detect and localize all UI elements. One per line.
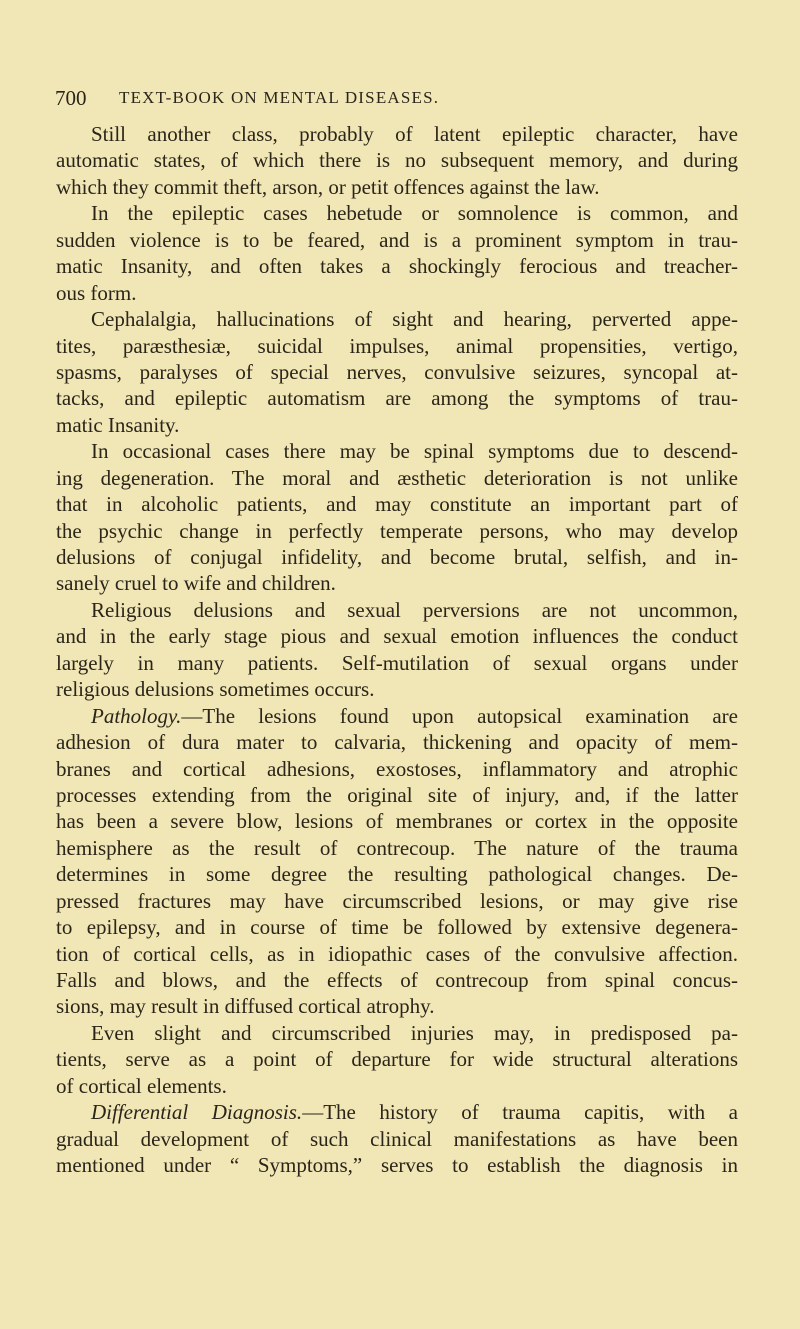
line-text: sanely cruel to wife and children. [56, 571, 336, 596]
text-line [56, 253, 738, 279]
text-line [56, 861, 738, 887]
text-line [56, 544, 738, 570]
text-line [56, 597, 738, 623]
text-line [56, 993, 738, 1019]
paragraph [56, 597, 738, 703]
line-text: branes and cortical adhesions, exostoses, inflammatory and atrophic [56, 756, 738, 781]
line-text: and in the early stage pious and sexual emotion influences the conduct [56, 624, 738, 649]
paragraph [56, 703, 738, 1020]
line-text: —The history of trauma capitis, with a [302, 1100, 738, 1125]
line-text: tients, serve as a point of departure for wide structural alterations [56, 1047, 738, 1072]
text-line [56, 729, 738, 755]
line-text: matic Insanity, and often takes a shockingly ferocious and treacher- [56, 254, 738, 279]
text-line [56, 703, 738, 729]
line-text: In the epileptic cases hebetude or somnolence is common, and [91, 201, 738, 226]
paragraph [56, 200, 738, 306]
text-line [56, 412, 738, 438]
paragraph [56, 1020, 738, 1099]
text-line [56, 835, 738, 861]
line-text: processes extending from the original site of injury, and, if the latter [56, 782, 738, 807]
text-line [56, 1046, 738, 1072]
text-line [56, 491, 738, 517]
line-text: ing degeneration. The moral and æsthetic deterioration is not unlike [56, 465, 738, 490]
running-title: TEXT-BOOK ON MENTAL DISEASES. [119, 88, 440, 107]
text-line [56, 1099, 738, 1125]
line-text: Religious delusions and sexual perversions are not uncommon, [91, 597, 738, 622]
section-heading: Pathology. [91, 703, 182, 728]
line-text: hemisphere as the result of contrecoup. The nature of the trauma [56, 835, 738, 860]
text-line [56, 518, 738, 544]
text-line [56, 1126, 738, 1152]
section-heading: Differential Diagnosis. [91, 1100, 303, 1125]
text-line [56, 174, 738, 200]
text-line [56, 756, 738, 782]
text-line [56, 438, 738, 464]
text-line [56, 200, 738, 226]
line-text: In occasional cases there may be spinal symptoms due to descend- [91, 439, 738, 464]
line-text: Even slight and circumscribed injuries may, in predisposed pa- [91, 1020, 738, 1045]
line-text: that in alcoholic patients, and may constitute an important part of [56, 492, 738, 517]
line-text: which they commit theft, arson, or petit offences against the law. [56, 174, 600, 199]
line-text: of cortical elements. [56, 1073, 227, 1098]
text-line [56, 147, 738, 173]
text-line [56, 306, 738, 332]
text-line [56, 914, 738, 940]
line-text: religious delusions sometimes occurs. [56, 677, 375, 702]
line-text: the psychic change in perfectly temperate persons, who may develop [56, 518, 738, 543]
line-text: pressed fractures may have circumscribed lesions, or may give rise [56, 888, 738, 913]
text-line [56, 1020, 738, 1046]
line-text: tacks, and epileptic automatism are among the symptoms of trau- [56, 386, 738, 411]
text-line [56, 676, 738, 702]
line-text: mentioned under “ Symptoms,” serves to establish the diagnosis in [56, 1153, 738, 1178]
page-number: 700 [55, 86, 87, 110]
text-line [56, 1152, 738, 1178]
line-text: tites, paræsthesiæ, suicidal impulses, animal propensities, vertigo, [56, 333, 738, 358]
line-text: —The lesions found upon autopsical examination are [181, 703, 738, 728]
line-text: largely in many patients. Self-mutilation of sexual organs under [56, 650, 738, 675]
line-text: spasms, paralyses of special nerves, convulsive seizures, syncopal at- [56, 359, 738, 384]
page-body [56, 121, 738, 1179]
text-line [56, 782, 738, 808]
line-text: delusions of conjugal infidelity, and become brutal, selfish, and in- [56, 545, 738, 569]
paragraph [56, 121, 738, 200]
line-text: automatic states, of which there is no subsequent memory, and during [56, 148, 738, 173]
text-line [56, 333, 738, 359]
line-text: sudden violence is to be feared, and is a prominent symptom in trau- [56, 227, 738, 252]
line-text: sions, may result in diffused cortical atrophy. [56, 994, 435, 1019]
line-text: gradual development of such clinical manifestations as have been [56, 1126, 738, 1151]
line-text: adhesion of dura mater to calvaria, thickening and opacity of mem- [56, 730, 738, 755]
text-line [56, 465, 738, 491]
text-line [56, 227, 738, 253]
text-line [56, 941, 738, 967]
text-line [56, 570, 738, 596]
line-text: Falls and blows, and the effects of contrecoup from spinal concus- [56, 968, 738, 992]
text-line [56, 808, 738, 834]
line-text: ous form. [56, 280, 137, 305]
line-text: tion of cortical cells, as in idiopathic cases of the convulsive affection. [56, 941, 738, 966]
line-text: to epilepsy, and in course of time be followed by extensive degenera- [56, 915, 738, 940]
paragraph [56, 438, 738, 597]
line-text: determines in some degree the resulting pathological changes. De- [56, 862, 738, 887]
text-line [56, 650, 738, 676]
text-line [56, 623, 738, 649]
line-text: has been a severe blow, lesions of membranes or cortex in the opposite [56, 809, 738, 834]
paragraph [56, 306, 738, 438]
text-line [56, 967, 738, 993]
text-line [56, 888, 738, 914]
text-line [56, 1073, 738, 1099]
text-line [56, 121, 738, 147]
line-text: Still another class, probably of latent epileptic character, have [91, 122, 738, 146]
page-header [55, 86, 745, 112]
text-line [56, 385, 738, 411]
text-line [56, 280, 738, 306]
text-line [56, 359, 738, 385]
line-text: Cephalalgia, hallucinations of sight and hearing, perverted appe- [91, 307, 738, 332]
line-text: matic Insanity. [56, 412, 180, 437]
paragraph [56, 1099, 738, 1178]
